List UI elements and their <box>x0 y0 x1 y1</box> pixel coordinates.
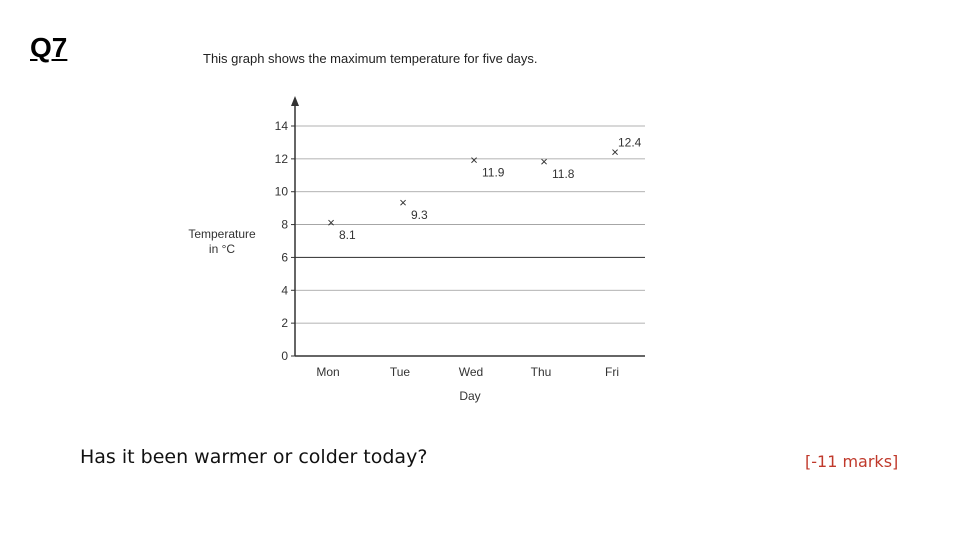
y-tick-label-6: 6 <box>281 250 288 265</box>
y-tick-label-0: 0 <box>281 349 288 363</box>
y-tick-label-4: 4 <box>281 283 288 298</box>
data-point-fri: × <box>611 144 619 160</box>
data-label-mon: 8.1 <box>339 227 356 242</box>
x-tick-label-thu: Thu <box>530 365 552 379</box>
question-number: Q7 <box>30 32 68 63</box>
chart-title: This graph shows the maximum temperature for five days. <box>203 51 538 66</box>
y-tick-label-14: 14 <box>274 119 288 133</box>
data-point-wed: × <box>470 152 478 168</box>
y-tick-label-12: 12 <box>274 151 288 166</box>
y-tick-label-10: 10 <box>274 184 288 199</box>
x-tick-label-tue: Tue <box>389 365 411 379</box>
data-label-thu: 11.8 <box>552 167 575 182</box>
data-point-mon: × <box>327 214 335 230</box>
data-label-tue: 9.3 <box>411 208 428 223</box>
y-tick-label-2: 2 <box>281 316 288 331</box>
data-label-fri: 12.4 <box>618 135 642 150</box>
x-tick-label-wed: Wed <box>458 365 484 379</box>
x-tick-label-mon: Mon <box>316 365 340 379</box>
data-label-wed: 11.9 <box>482 165 505 180</box>
x-axis-label: Day <box>459 389 481 403</box>
y-axis-arrow <box>291 96 299 106</box>
y-axis-label: Temperature in °C <box>188 227 256 256</box>
question-text: Has it been warmer or colder today? <box>80 446 428 468</box>
data-point-tue: × <box>399 195 407 211</box>
data-point-thu: × <box>540 154 548 170</box>
y-tick-label-8: 8 <box>281 217 288 232</box>
x-tick-label-fri: Fri <box>605 365 619 379</box>
marks-text: [-11 marks] <box>805 452 899 471</box>
